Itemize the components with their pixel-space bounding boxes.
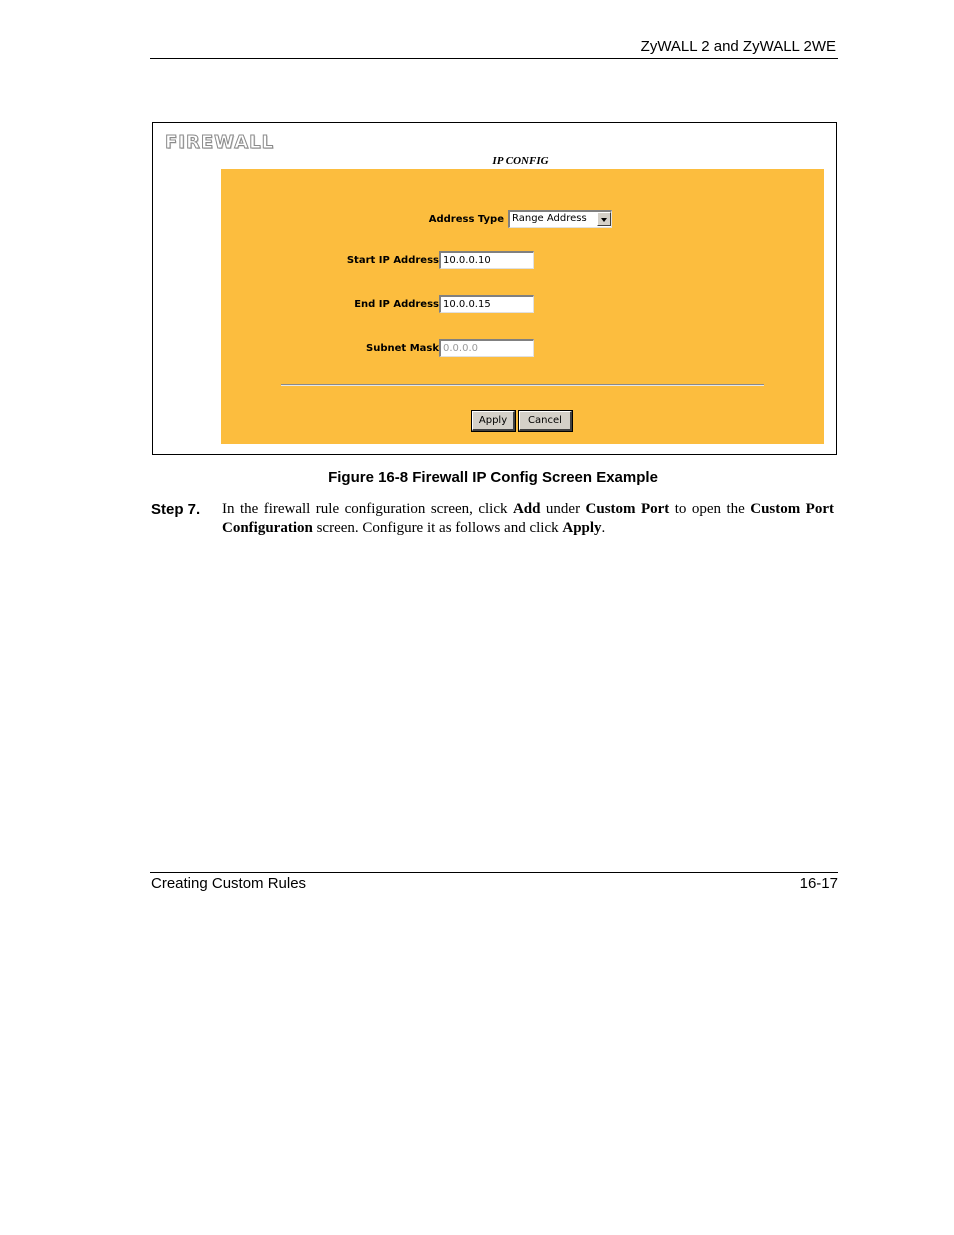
end-ip-input[interactable]: 10.0.0.15	[439, 295, 534, 313]
start-ip-label: Start IP Address	[346, 255, 439, 266]
apply-button[interactable]: Apply	[472, 411, 515, 431]
header-rule	[150, 58, 838, 59]
address-type-select[interactable]	[508, 210, 612, 228]
config-panel	[221, 169, 824, 444]
step-bold-apply: Apply	[562, 520, 602, 536]
start-ip-input[interactable]: 10.0.0.10	[439, 251, 534, 269]
ip-config-title: IP CONFIG	[492, 155, 549, 167]
step-text-part: screen. Configure it as follows and click	[312, 520, 563, 536]
step-text-part: In the firewall rule configuration screen, click	[222, 501, 513, 517]
subnet-mask-label: Subnet Mask	[366, 343, 439, 354]
cancel-button[interactable]: Cancel	[519, 411, 572, 431]
firewall-title: FIREWALL	[165, 132, 275, 153]
footer-page-number: 16-17	[799, 875, 838, 892]
chevron-down-icon[interactable]	[597, 212, 611, 226]
end-ip-label: End IP Address	[354, 299, 439, 310]
footer-rule	[150, 872, 838, 873]
step-bold-custom-port: Custom Port	[585, 501, 670, 517]
step-text	[222, 500, 834, 538]
step-text-part: to open the	[669, 501, 751, 517]
subnet-mask-input[interactable]: 0.0.0.0	[439, 339, 534, 357]
step-text-part: under	[540, 501, 586, 517]
screenshot-figure	[152, 122, 837, 455]
address-type-selected: Range Address	[512, 213, 587, 224]
step-bold-custom-port-configuration: Custom Port Configuration	[222, 501, 834, 536]
step-label: Step 7.	[151, 501, 201, 518]
footer-section-title: Creating Custom Rules	[151, 875, 307, 892]
figure-caption: Figure 16-8 Firewall IP Config Screen Example	[328, 469, 658, 486]
step-text-part: .	[601, 520, 606, 536]
address-type-label: Address Type	[428, 214, 504, 225]
page-header-title: ZyWALL 2 and ZyWALL 2WE	[640, 38, 836, 55]
panel-divider	[281, 384, 764, 386]
step-bold-add: Add	[512, 501, 541, 517]
